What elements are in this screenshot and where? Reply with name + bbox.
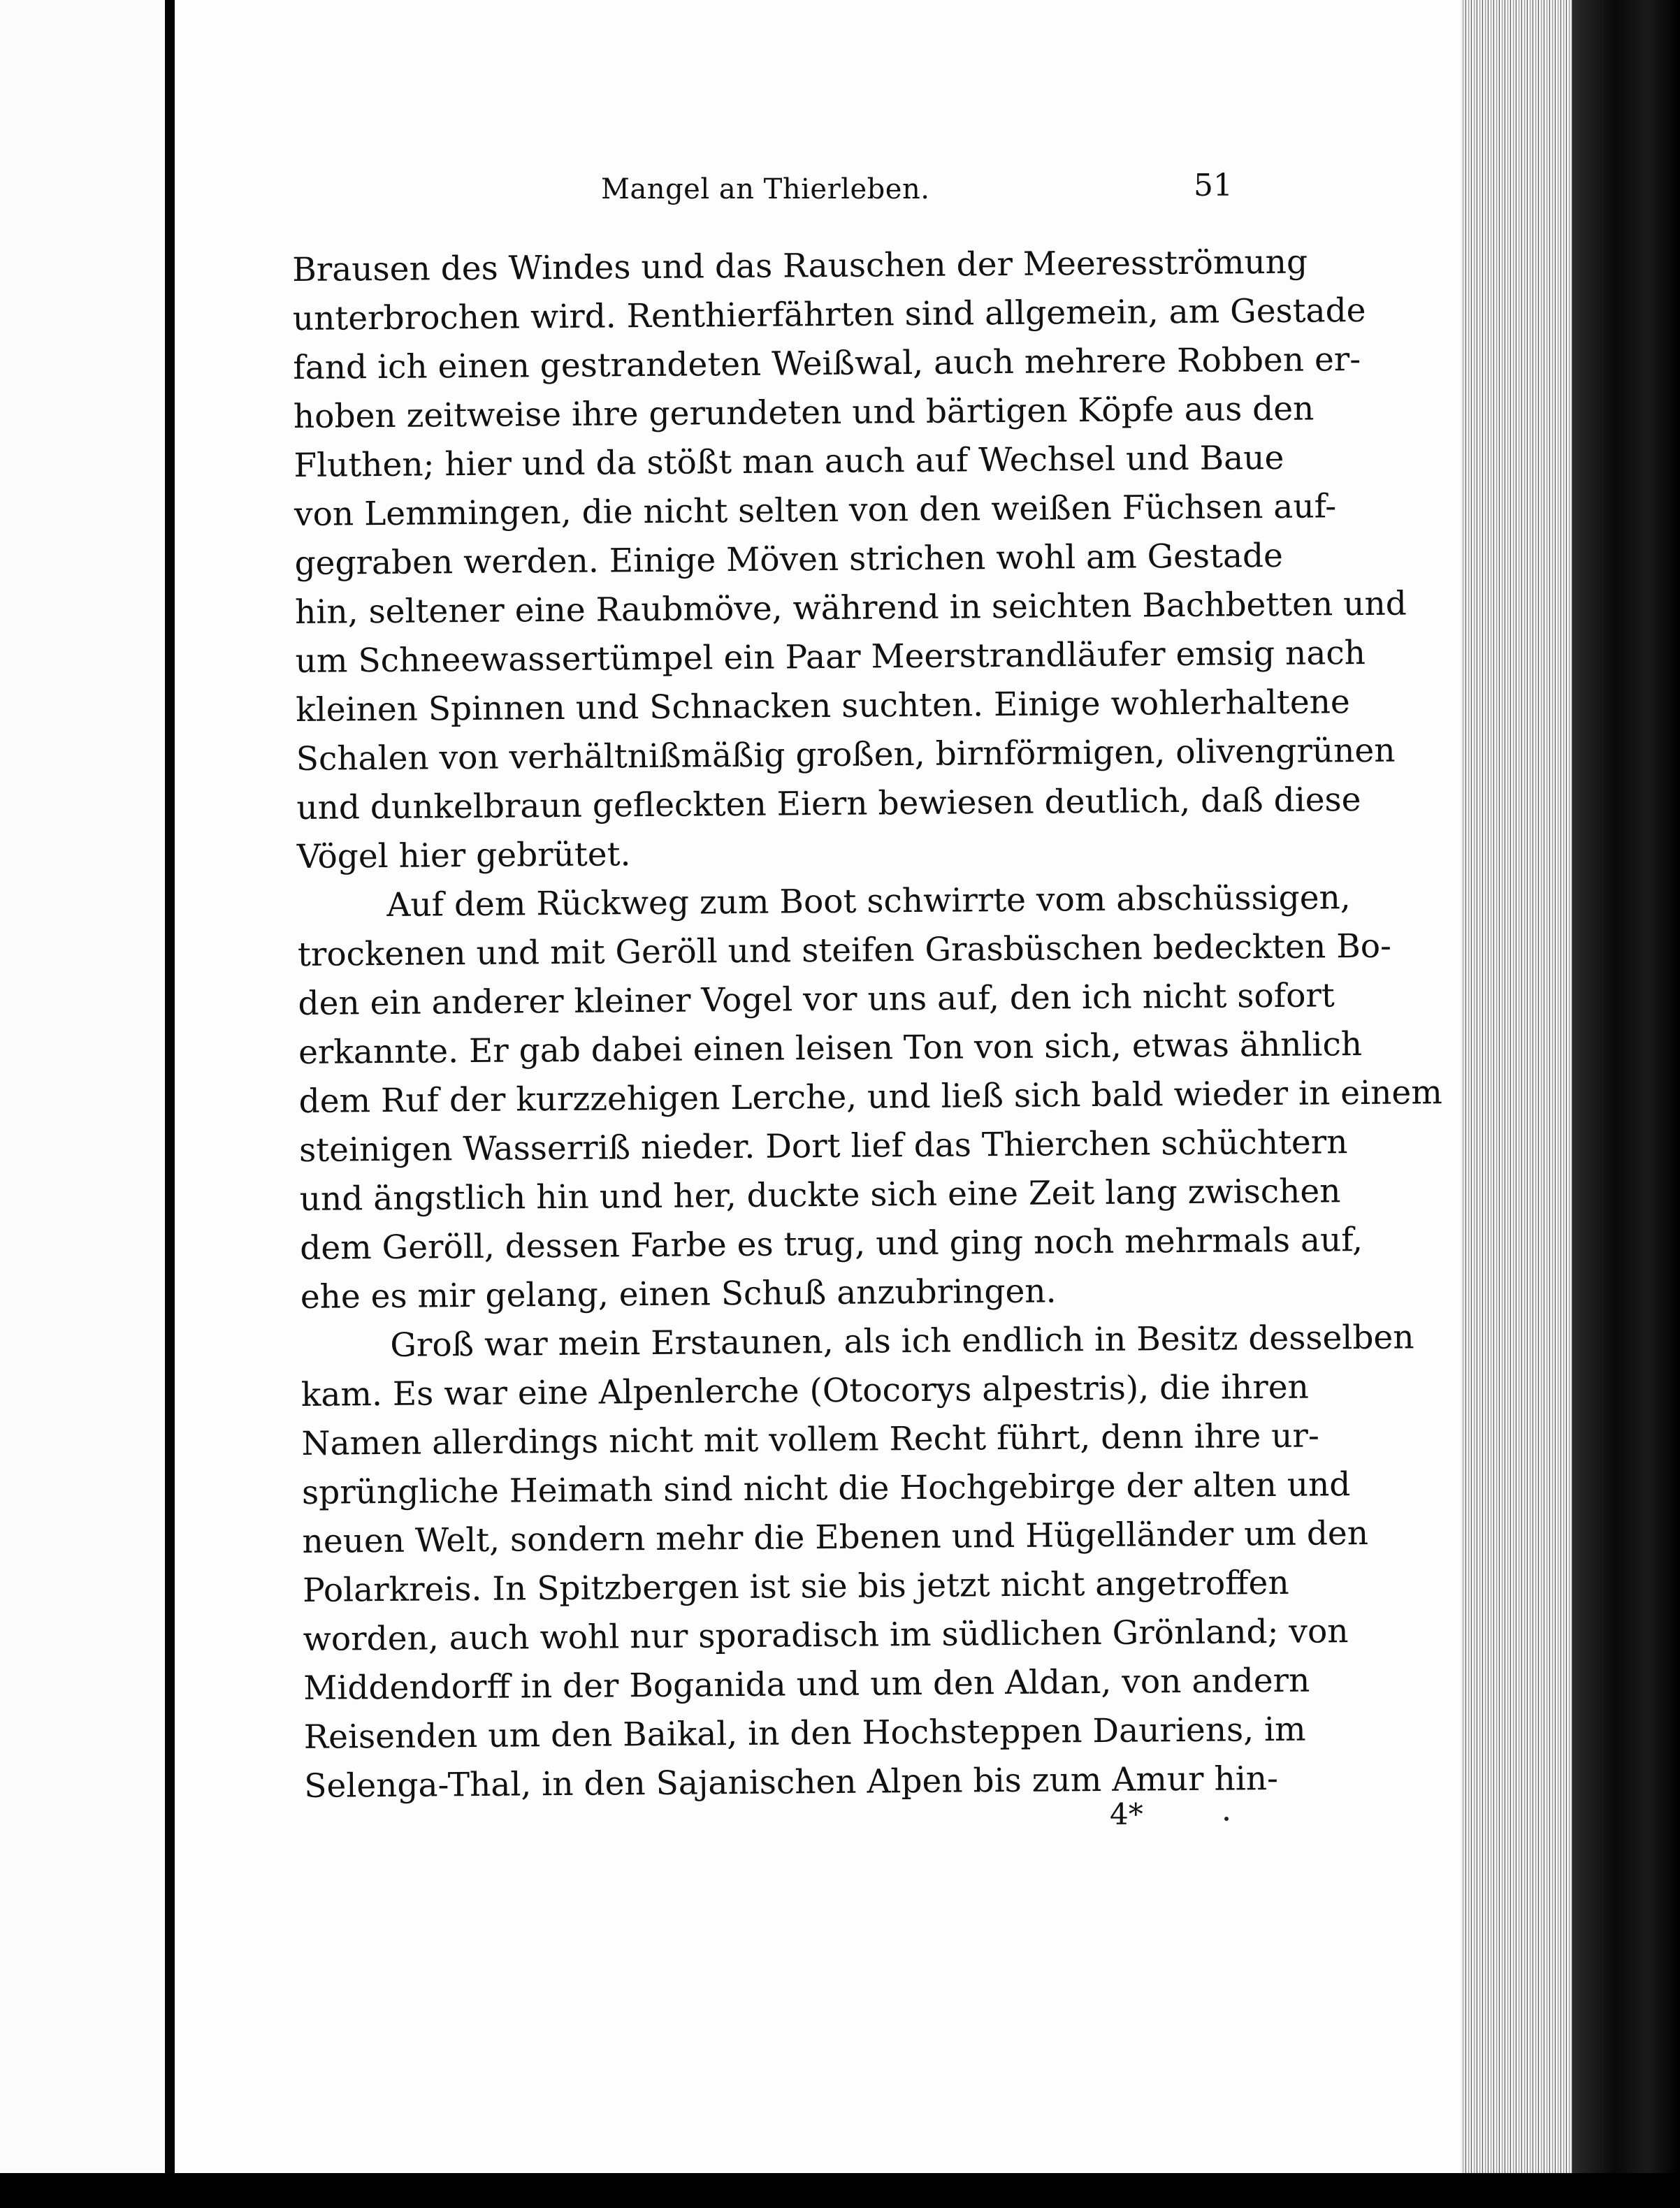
- text-line: Auf dem Rückweg zum Boot schwirrte vom abschüssigen,: [386, 878, 1351, 924]
- book-cover-edge: [1572, 0, 1680, 2208]
- text-line: Namen allerdings nicht mit vollem Recht führt, denn ihre ur-: [301, 1416, 1319, 1463]
- text-line: neuen Welt, sondern mehr die Ebenen und Hügelländer um den: [302, 1513, 1369, 1561]
- text-line: Selenga-Thal, in den Sajanischen Alpen bis zum Amur hin-: [304, 1759, 1279, 1806]
- facing-page-left: [0, 0, 166, 2173]
- text-line: erkannte. Er gab dabei einen leisen Ton von sich, etwas ähnlich: [298, 1025, 1363, 1072]
- text-line: Reisenden um den Baikal, in den Hochsteppen Dauriens, im: [303, 1710, 1306, 1757]
- text-line: gegraben werden. Einige Möven strichen wohl am Gestade: [294, 536, 1284, 583]
- paragraph-3: [300, 1314, 1414, 1811]
- scan-speck: [1224, 1817, 1229, 1821]
- text-line: den ein anderer kleiner Vogel vor uns auf, den ich nicht sofort: [298, 976, 1335, 1023]
- text-line: Vögel hier gebrütet.: [296, 835, 631, 876]
- page-number: 51: [1194, 168, 1233, 203]
- text-line: kam. Es war eine Alpenlerche (Otocorys alpestris), die ihren: [300, 1367, 1310, 1414]
- text-line: ehe es mir gelang, einen Schuß anzubringen.: [300, 1272, 1057, 1316]
- body-text: [292, 238, 1443, 1811]
- text-line: hoben zeitweise ihre gerundeten und bärtigen Köpfe aus den: [293, 389, 1315, 436]
- text-line: hin, seltener eine Raubmöve, während in seichten Bachbetten und: [294, 584, 1407, 632]
- text-line: dem Ruf der kurzzehigen Lerche, und ließ sich bald wieder in einem: [298, 1073, 1443, 1121]
- scan-bottom-border: [0, 2173, 1680, 2208]
- text-line: worden, auch wohl nur sporadisch im südlichen Grönland; von: [303, 1612, 1349, 1659]
- text-line: kleinen Spinnen und Schnacken suchten. Einige wohlerhaltene: [296, 683, 1350, 729]
- text-line: fand ich einen gestrandeten Weißwal, auch mehrere Robben er-: [293, 340, 1361, 387]
- text-line: und dunkelbraun gefleckten Eiern bewiesen deutlich, daß diese: [296, 780, 1361, 827]
- text-line: steinigen Wasserriß nieder. Dort lief das Thierchen schüchtern: [298, 1123, 1348, 1170]
- text-line: dem Geröll, dessen Farbe es trug, und ging noch mehrmals auf,: [300, 1221, 1363, 1268]
- text-line: Schalen von verhältnißmäßig großen, birnförmigen, olivengrünen: [296, 731, 1396, 778]
- text-line: Middendorff in der Boganida und um den Aldan, von andern: [303, 1661, 1310, 1708]
- text-line: Polarkreis. In Spitzbergen ist sie bis jetzt nicht angetroffen: [302, 1563, 1289, 1610]
- text-line: Groß war mein Erstaunen, als ich endlich in Besitz desselben: [390, 1318, 1414, 1365]
- text-line: Fluthen; hier und da stößt man auch auf Wechsel und Baue: [294, 438, 1284, 485]
- book-gutter: [165, 0, 175, 2208]
- text-line: und ängstlich hin und her, duckte sich eine Zeit lang zwischen: [299, 1172, 1341, 1219]
- signature-mark: 4*: [1110, 1797, 1143, 1831]
- paragraph-2: [297, 874, 1443, 1322]
- text-line: trockenen und mit Geröll und steifen Grasbüschen bedeckten Bo-: [297, 927, 1392, 974]
- text-line: Brausen des Windes und das Rauschen der Meeresströmung: [292, 242, 1308, 289]
- paragraph-1: [292, 238, 1407, 882]
- text-line: unterbrochen wird. Renthierfährten sind allgemein, am Gestade: [292, 291, 1366, 338]
- text-line: von Lemmingen, die nicht selten von den weißen Füchsen auf-: [294, 487, 1337, 534]
- text-line: sprüngliche Heimath sind nicht die Hochgebirge der alten und: [301, 1465, 1351, 1512]
- text-line: um Schneewassertümpel ein Paar Meerstrandläufer emsig nach: [295, 633, 1366, 681]
- running-title: Mangel an Thierleben.: [601, 173, 930, 205]
